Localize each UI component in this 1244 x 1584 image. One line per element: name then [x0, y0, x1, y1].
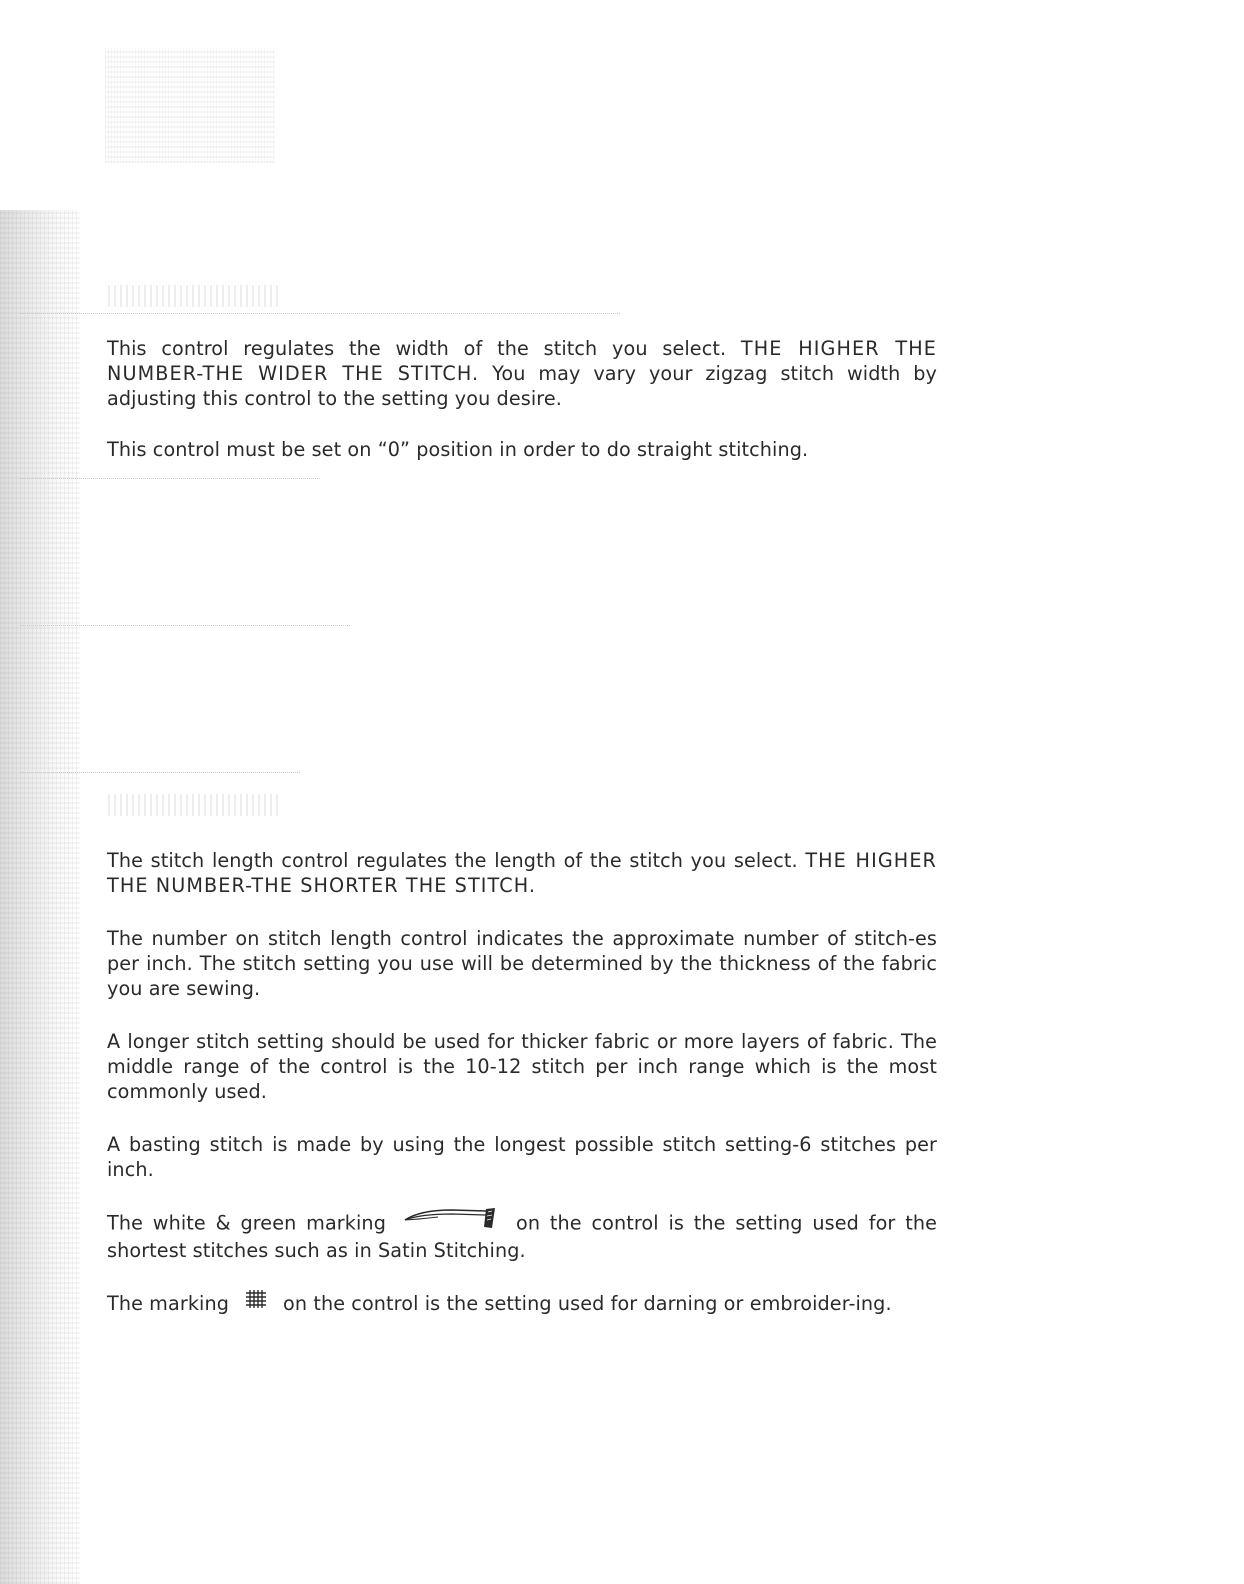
- length-paragraph-1: [107, 848, 937, 898]
- length-p6-text: The marking: [107, 1292, 230, 1315]
- length-p5-text-end: on the control is the setting used for the shortest stitches such as in Satin Stitching.: [107, 1211, 937, 1262]
- width-paragraph-1: [107, 336, 937, 411]
- satin-stitch-marking-icon: [402, 1207, 502, 1235]
- length-paragraph-3: A longer stitch setting should be used for thicker fabric or more layers of fabric. The middle range of the control is the 10-12 stitch per inch range which is the most commonly used.: [107, 1030, 937, 1103]
- faded-heading-stitch-length: [108, 794, 278, 816]
- divider-rule: [20, 625, 350, 626]
- length-paragraph-6: [107, 1291, 937, 1318]
- length-paragraph-4: A basting stitch is made by using the longest possible stitch setting-6 stitches per inch.: [107, 1133, 937, 1181]
- width-p1-text-end: You may vary your zigzag stitch width by adjusting this control to the setting you desire.: [107, 362, 937, 410]
- length-paragraph-5: [107, 1210, 937, 1263]
- length-paragraph-2: The number on stitch length control indicates the approximate number of stitch-es per inch. The stitch setting you use will be determined by the thickness of the fabric you are sewing.: [107, 927, 937, 1000]
- length-p1-caps-text: THE HIGHER THE NUMBER-THE SHORTER THE STITCH.: [107, 849, 937, 897]
- width-paragraph-2: This control must be set on “0” position in order to do straight stitching.: [107, 438, 809, 461]
- length-p5-text: The white & green marking: [107, 1211, 386, 1235]
- scan-margin-shading: [0, 210, 80, 1584]
- divider-rule: [20, 478, 320, 479]
- faded-logo: [105, 48, 275, 163]
- divider-rule: [20, 313, 620, 314]
- faded-heading-stitch-width: [108, 285, 278, 307]
- stitch-length-section: [107, 848, 937, 1318]
- length-p6-text-end: on the control is the setting used for darning or embroider-ing.: [283, 1292, 892, 1315]
- width-p1-caps-text: THE HIGHER THE NUMBER-THE WIDER THE STITCH.: [107, 337, 937, 385]
- divider-rule: [20, 772, 300, 773]
- length-p1-text: The stitch length control regulates the length of the stitch you select.: [107, 849, 806, 872]
- width-p1-text: This control regulates the width of the stitch you select.: [107, 337, 741, 360]
- stitch-width-section: [107, 336, 937, 462]
- darning-grid-icon: [245, 1289, 267, 1315]
